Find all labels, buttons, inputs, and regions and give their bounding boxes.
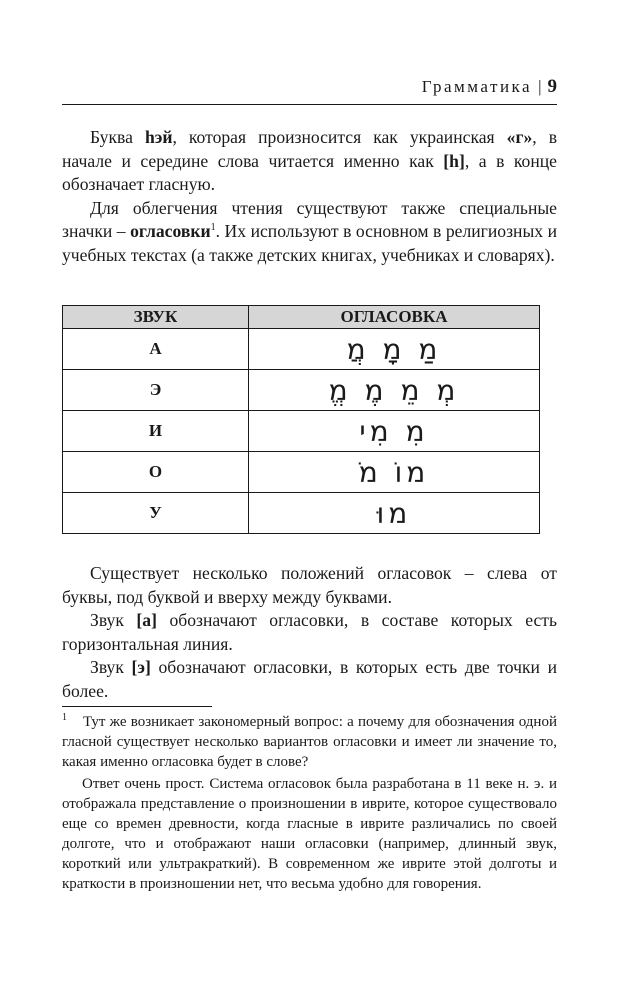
paragraph-sound-e: Звук [э] обозначают огласовки, в которых есть две точки и более. bbox=[62, 657, 558, 701]
vowel-table bbox=[62, 305, 540, 534]
sound-cell: О bbox=[63, 452, 249, 493]
nikud-cell: מְ מֵ מֶ מֱ bbox=[249, 370, 540, 411]
nikud-cell: מִ מִי bbox=[249, 411, 540, 452]
sound-cell: И bbox=[63, 411, 249, 452]
footnote-ref: 1 bbox=[210, 222, 216, 234]
paragraph-nikud-intro: Для облегчения чтения существуют также специальные значки – огласовки$^1$. Их используют в основном в религиозных и учебных текстах (а также детских книгах, учебниках и словарях). bbox=[62, 197, 557, 265]
paragraph-positions: Существует несколько положений огласовок – слева от буквы, под буквой и вверху между буквами. bbox=[62, 563, 557, 607]
table-row bbox=[63, 370, 540, 411]
nikud-cell: מַ מָ מֲ bbox=[249, 329, 540, 370]
footnote-number: 1 bbox=[62, 712, 67, 723]
intro-text bbox=[62, 126, 557, 268]
running-header bbox=[62, 76, 557, 98]
nikud-cell: מוּ bbox=[249, 493, 540, 534]
header-rule bbox=[62, 104, 557, 105]
footnote-answer: Ответ очень прост. Система огласовок была разработана в 11 веке н. э. и отображала представление о произношении в иврите, которое существовало еще со времен древности, когда гласные в иврите различались по своей долготе, что и отображают наши огласовки (например, длинный звук, короткий или ультракраткий). В современном же иврите этой долготы и краткости в произношении нет, что весьма удобно для говорения. bbox=[62, 776, 557, 892]
table-header-row bbox=[63, 306, 540, 329]
column-header-nikud: ОГЛАСОВКА bbox=[249, 306, 540, 329]
page-number: 9 bbox=[547, 76, 557, 97]
table-row bbox=[63, 411, 540, 452]
positions-text bbox=[62, 562, 557, 704]
sound-cell: Э bbox=[63, 370, 249, 411]
chapter-title: Грамматика bbox=[421, 77, 533, 96]
header-separator: | bbox=[538, 77, 542, 96]
nikud-cell: מוֹ מֹ bbox=[249, 452, 540, 493]
sound-cell: А bbox=[63, 329, 249, 370]
table-row bbox=[63, 493, 540, 534]
footnote-question: $^1$ Тут же возникает закономерный вопрос: а почему для обозначения одной гласной существует несколько вариантов огласовки и имеет ли значение то, какая именно огласовка будет в слове? bbox=[62, 712, 557, 770]
column-header-sound: ЗВУК bbox=[63, 306, 249, 329]
paragraph-hey-letter: Буква hэй, которая произносится как украинская «г», в начале и середине слова читается именно как [h], а в конце обозначает гласную. bbox=[62, 127, 558, 195]
sound-cell: У bbox=[63, 493, 249, 534]
footnote-rule bbox=[62, 706, 212, 707]
paragraph-sound-a: Звук [а] обозначают огласовки, в составе которых есть горизонтальная линия. bbox=[62, 610, 558, 654]
footnote bbox=[62, 712, 557, 894]
table-row bbox=[63, 329, 540, 370]
table-row bbox=[63, 452, 540, 493]
